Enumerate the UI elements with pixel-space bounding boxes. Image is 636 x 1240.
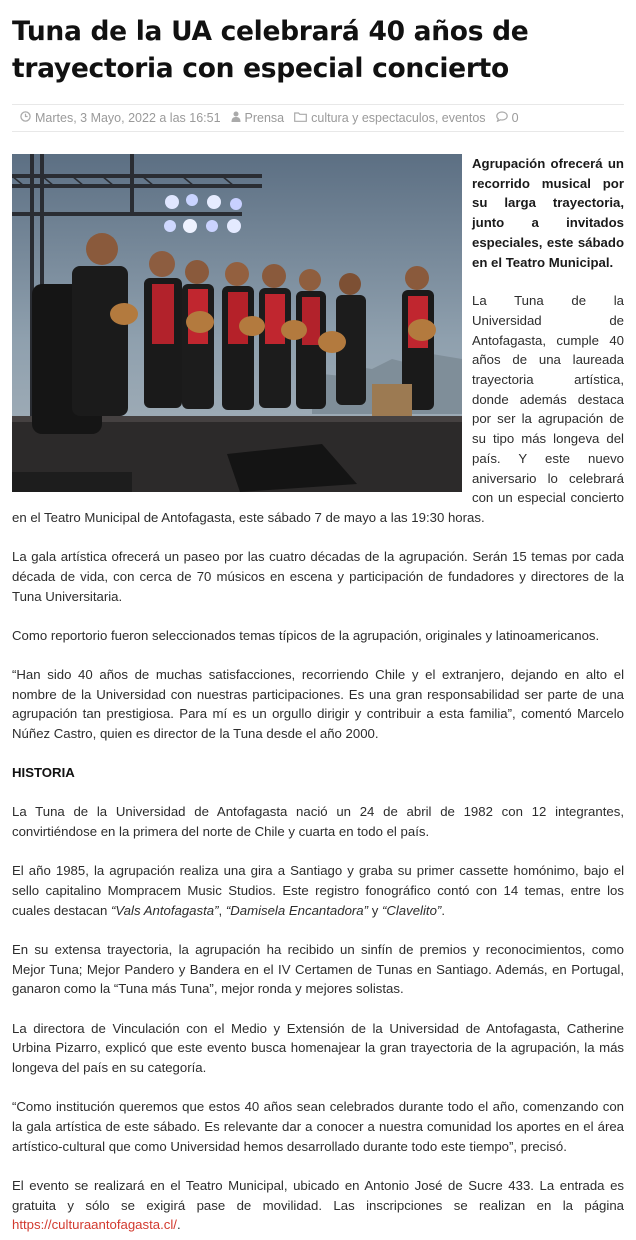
post-meta xyxy=(12,104,624,132)
paragraph-2: La gala artística ofrecerá un paseo por las cuatro décadas de la agrupación. Serán 15 temas por cada década de vida, con cerca de 70 músicos en escena y participación de fundadores y directores de la Tuna Universitaria. xyxy=(12,549,624,604)
article-lead: Agrupación ofrecerá un recorrido musical por su larga trayectoria, junto a invitados especiales, este sábado en el Teatro Municipal. xyxy=(472,156,624,270)
paragraph-8: La directora de Vinculación con el Medio y Extensión de la Universidad de Antofagasta, Catherine Urbina Pizarro, explicó que este evento busca homenajear la gran trayectoria de la agrupación, la más longeva del país en su categoría. xyxy=(12,1020,624,1076)
paragraph-6-text: El año 1985, la agrupación realiza una gira a Santiago y graba su primer cassette homónimo, bajo el sello capitalino Mompracem Music Studios. Este registro fonográfico contó con 14 temas, entre los cuales destacan xyxy=(12,863,624,918)
tuna-concert-photo xyxy=(12,154,462,492)
paragraph-10-end: . xyxy=(176,1217,181,1233)
author-link[interactable]: Prensa xyxy=(244,111,285,125)
song-separator: , xyxy=(218,902,226,918)
category-link-cultura[interactable]: cultura y espectaculos xyxy=(311,111,435,125)
paragraph-9: “Como institución queremos que estos 40 años sean celebrados durante todo el año, comenzando con la gala artística de este sábado. Es relevante dar a conocer a nuestra comunidad los aportes en el área artístico-cultural que como Universidad hemos desarrollado durante todo este tiempo”, precisó. xyxy=(12,1099,624,1154)
song-title-1: “Vals Antofagasta” xyxy=(110,902,219,918)
post-categories xyxy=(294,111,485,125)
folder-icon xyxy=(294,111,307,125)
user-icon xyxy=(231,111,241,125)
category-link-eventos[interactable]: eventos xyxy=(441,111,486,125)
post-date xyxy=(20,111,221,125)
comment-icon xyxy=(496,111,508,125)
comment-count[interactable]: 0 xyxy=(511,111,519,125)
paragraph-4: “Han sido 40 años de muchas satisfacciones, recorriendo Chile y el extranjero, dejando en alto el nombre de la Universidad con nuestras participaciones. Es una gran responsabilidad ser parte de una agrupación tan prestigiosa. Para mí es un orgullo dirigir y contribuir a esta familia”, comentó Marcelo Núñez Castro, quien es director de la Tuna desde el año 2000. xyxy=(12,666,624,742)
cultura-antofagasta-link[interactable]: https://culturaantofagasta.cl/ xyxy=(12,1217,177,1233)
paragraph-6 xyxy=(12,861,624,920)
song-conjunction: y xyxy=(368,902,382,918)
paragraph-5: La Tuna de la Universidad de Antofagasta nació un 24 de abril de 1982 con 12 integrantes, convirtiéndose en la primera del norte de Chile y cuarta en todo el país. xyxy=(12,804,624,840)
clock-icon xyxy=(20,111,31,125)
paragraph-1: La Tuna de la Universidad de Antofagasta, cumple 40 años de una laureada trayectoria artística, donde además destaca por ser la agrupación de su tipo más longeva del país. Y este nuevo aniversario lo celebrará con un especial concierto en el Teatro Municipal de Antofagasta, este sábado 7 de mayo a las 19:30 horas. xyxy=(12,293,624,525)
post-comments[interactable] xyxy=(496,111,519,125)
post-date-text: Martes, 3 Mayo, 2022 a las 16:51 xyxy=(35,111,221,125)
paragraph-10 xyxy=(12,1176,624,1235)
post-author[interactable] xyxy=(231,111,285,125)
paragraph-10-text: El evento se realizará en el Teatro Municipal, ubicado en Antonio José de Sucre 433. La entrada es gratuita y sólo se exigirá pase de movilidad. Las inscripciones se realizan en la página xyxy=(12,1177,624,1213)
paragraph-3: Como reportorio fueron seleccionados temas típicos de la agrupación, originales y latinoamericanos. xyxy=(12,627,600,643)
paragraph-6-end: . xyxy=(441,902,445,918)
song-title-2: “Damisela Encantadora” xyxy=(225,902,369,918)
category-separator: , xyxy=(434,111,442,125)
paragraph-7: En su extensa trayectoria, la agrupación ha recibido un sinfín de premios y reconocimientos, como Mejor Tuna; Mejor Pandero y Bandera en el IV Certamen de Tunas en Santiago. Además, en Portugal, ganaron como la “Tuna más Tuna”, mejor ronda y mejores solistas. xyxy=(12,942,624,997)
song-title-3: “Clavelito” xyxy=(381,902,442,918)
section-heading-historia: HISTORIA xyxy=(12,765,75,781)
article-title: Tuna de la UA celebrará 40 años de trayectoria con especial concierto xyxy=(12,16,529,84)
article xyxy=(12,0,624,1235)
featured-photo xyxy=(12,154,462,492)
article-body xyxy=(12,154,624,1235)
